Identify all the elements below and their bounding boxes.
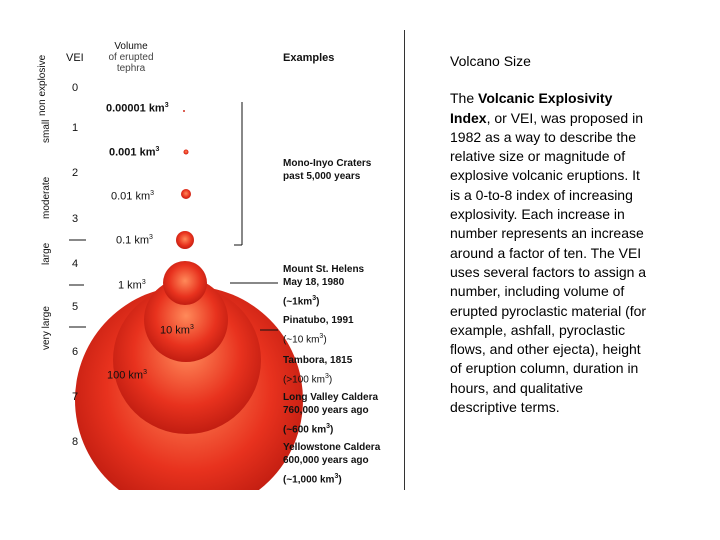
header-volume: Volume of erupted tephra [108,41,154,74]
vei-diagram [34,30,405,490]
example-tambora: Tambora, 1815 (>100 $km^3$) [283,355,353,386]
volume-3: 0.1 $km^3$ [116,234,153,247]
label-non-explosive: non explosive [37,54,48,116]
panel-title: Volcano Size [450,53,531,69]
volume-4: 1 $km^3$ [118,279,146,292]
vei-5: 5 [72,301,79,313]
label-large: large [41,242,52,265]
example-st-helens: Mount St. Helens May 18, 1980 $(\sim 1km^3)$ [283,264,365,308]
panel-body: The Volcanic Explosivity Index, or VEI, was proposed in 1982 as a way to describe the relative size or magnitude of explosive volcanic eruptions. It is a 0-to-8 index of increasing explosivity. Each increase in number represents an increase around a factor of ten. The VEI uses several factors to assign a number, including volume of erupted pyroclastic material (for example, ashfall, pyroclastic flows, and other ejecta), height of eruption column, duration in hours, and qualitative descriptive terms. [450,90,647,416]
vei-7: 7 [72,391,79,403]
vei-6: 6 [72,346,79,358]
volume-2: 0.01 $km^3$ [111,190,155,203]
label-moderate: moderate [41,176,52,219]
sphere-vei2 [184,150,189,155]
volume-5: 10 $km^3$ [160,324,194,337]
vei-4: 4 [72,258,79,270]
sphere-vei5 [163,261,207,305]
volume-1: 0.001 $km^3$ [109,146,160,159]
header-vei: VEI [66,52,84,64]
description-panel [450,52,650,417]
example-yellowstone: Yellowstone Caldera 600,000 years ago (~1,000 $km^3$) [283,442,381,486]
vei-2: 2 [72,167,79,179]
vei-0: 0 [72,82,79,94]
example-long-valley: Long Valley Caldera 760,000 years ago (~600 $km^3$) [283,392,379,436]
vei-3: 3 [72,213,79,225]
vei-8: 8 [72,436,79,448]
vei-term: Volcanic Explosivity Index [450,90,613,126]
volume-6: 100 $km^3$ [107,369,147,382]
label-very-large: very large [41,306,52,350]
example-pinatubo: Pinatubo, 1991 (~10 $km^3$) [283,315,354,346]
sphere-vei1 [183,110,185,112]
example-mono-inyo: Mono-Inyo Craters past 5,000 years [283,158,372,182]
label-small: small [41,119,52,143]
volume-0: 0.00001 $km^3$ [106,102,169,115]
header-examples: Examples [283,52,335,64]
sphere-vei3 [181,189,191,199]
vei-1: 1 [72,122,79,134]
sphere-vei4 [176,231,194,249]
